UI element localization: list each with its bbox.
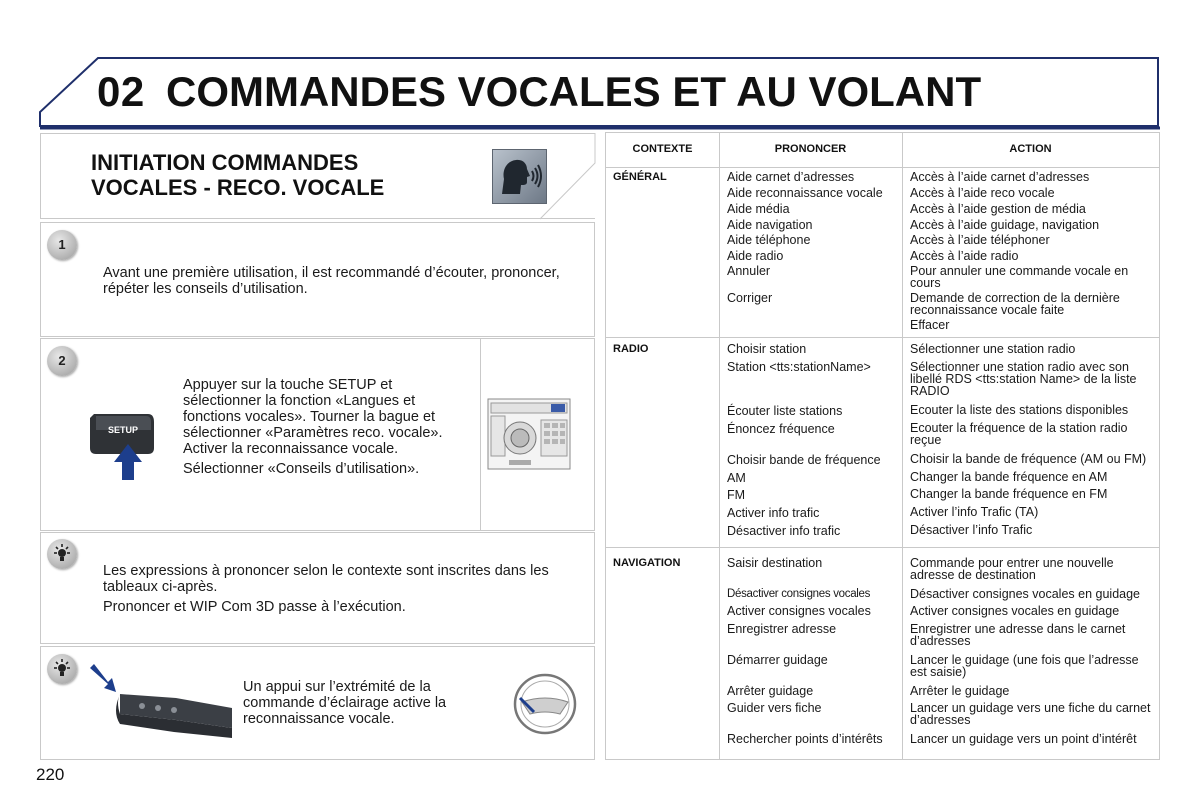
- table-cell: Aide reconnaissance vocale: [727, 186, 883, 200]
- step-1-paragraph: Avant une première utilisation, il est recommandé d’écouter, prononcer, répéter les conseils d’utilisation.: [103, 265, 560, 297]
- tip-1-paragraph-2: Prononcer et WIP Com 3D passe à l’exécution.: [103, 599, 406, 615]
- table-cell: FM: [727, 488, 746, 502]
- context-navigation: NAVIGATION: [613, 557, 681, 569]
- table-col-divider: [902, 133, 903, 759]
- table-cell: Désactiver consignes vocales en guidage: [910, 587, 1140, 601]
- table-cell: Arrêter guidage: [727, 684, 814, 698]
- voice-command-table: [605, 132, 1160, 760]
- context-general: GÉNÉRAL: [613, 171, 667, 183]
- table-cell: Écouter liste stations: [727, 404, 843, 418]
- table-cell: Aide radio: [727, 249, 784, 263]
- table-cell: Ecouter la liste des stations disponibles: [910, 403, 1129, 417]
- step-1-badge: 1: [47, 230, 77, 260]
- table-cell: Accès à l’aide gestion de média: [910, 202, 1086, 216]
- section-title: [91, 150, 384, 200]
- table-cell: Changer la bande fréquence en FM: [910, 487, 1108, 501]
- table-cell: Pour annuler une commande vocale en cours: [910, 264, 1129, 290]
- table-cell: Désactiver info trafic: [727, 524, 841, 538]
- table-cell: Demande de correction de la dernière reconnaissance vocale faite: [910, 291, 1120, 317]
- table-cell: Aide média: [727, 202, 790, 216]
- table-cell: Aide carnet d’adresses: [727, 170, 855, 184]
- radio-unit-illustration: [487, 398, 571, 470]
- table-cell: Aide téléphone: [727, 233, 811, 247]
- step-2-text: [183, 377, 458, 481]
- table-header-action: ACTION: [1009, 143, 1052, 155]
- table-cell: Énoncez fréquence: [727, 422, 835, 436]
- table-cell: Sélectionner une station radio: [910, 342, 1076, 356]
- tip-1-paragraph: Les expressions à prononcer selon le contexte sont inscrites dans les tableaux ci-après.: [103, 563, 549, 595]
- table-cell: AM: [727, 471, 746, 485]
- table-cell: Guider vers fiche: [727, 701, 822, 715]
- table-cell: Annuler: [727, 264, 771, 278]
- table-cell: Activer l’info Trafic (TA): [910, 505, 1039, 519]
- table-cell: Changer la bande fréquence en AM: [910, 470, 1108, 484]
- table-cell: Arrêter le guidage: [910, 684, 1010, 698]
- table-cell: Corriger: [727, 291, 773, 305]
- tip-1-text: [103, 563, 583, 619]
- step-1-text: [103, 265, 563, 301]
- table-cell: Commande pour entrer une nouvelle adresse de destination: [910, 556, 1114, 582]
- table-group-divider: [606, 337, 1159, 338]
- table-cell: Accès à l’aide guidage, navigation: [910, 218, 1100, 232]
- step-2-paragraph-2: Sélectionner «Conseils d’utilisation».: [183, 461, 420, 477]
- table-cell: Sélectionner une station radio avec son libellé RDS <tts:station Name> de la liste RADIO: [910, 360, 1137, 398]
- steering-wheel-icon: [512, 672, 578, 736]
- table-cell: Démarrer guidage: [727, 653, 828, 667]
- table-cell: Activer consignes vocales: [727, 604, 871, 618]
- table-cell: Accès à l’aide radio: [910, 249, 1019, 263]
- table-cell: Accès à l’aide carnet d’adresses: [910, 170, 1090, 184]
- tip-lightbulb-icon: [47, 654, 77, 684]
- chapter-title: COMMANDES VOCALES ET AU VOLANT: [166, 68, 982, 115]
- table-cell: Activer consignes vocales en guidage: [910, 604, 1120, 618]
- table-cell: Activer info trafic: [727, 506, 820, 520]
- setup-button-illustration: [88, 410, 158, 485]
- chapter-number: 02: [97, 68, 145, 115]
- section-title-line2: VOCALES - RECO. VOCALE: [91, 175, 385, 200]
- table-cell: Désactiver consignes vocales: [727, 588, 871, 600]
- table-cell: Lancer un guidage vers un point d’intérêt: [910, 732, 1137, 746]
- table-cell: Accès à l’aide reco vocale: [910, 186, 1055, 200]
- table-header-context: CONTEXTE: [632, 143, 693, 155]
- table-cell: Ecouter la fréquence de la station radio reçue: [910, 421, 1128, 447]
- tip-2-paragraph: Un appui sur l’extrémité de la commande d’éclairage active la reconnaissance vocale.: [243, 679, 447, 727]
- table-cell: Lancer le guidage (une fois que l’adresse est saisie): [910, 653, 1139, 679]
- table-cell: Aide navigation: [727, 218, 813, 232]
- table-header-divider: [606, 167, 1159, 168]
- step-2-badge: 2: [47, 346, 77, 376]
- table-cell: Enregistrer une adresse dans le carnet d’adresses: [910, 622, 1126, 648]
- table-cell: Station <tts:stationName>: [727, 360, 871, 374]
- table-group-divider: [606, 547, 1159, 548]
- tip-lightbulb-icon: [47, 539, 77, 569]
- table-cell: Désactiver l’info Trafic: [910, 523, 1033, 537]
- table-cell: Effacer: [910, 318, 950, 332]
- lighting-stalk-illustration: [86, 662, 236, 742]
- table-cell: Choisir station: [727, 342, 807, 356]
- context-radio: RADIO: [613, 343, 649, 355]
- step-2-paragraph: Appuyer sur la touche SETUP et sélectionner la fonction «Langues et fonctions vocales». Tourner la bague et sélectionner «Paramètres reco. vocale». Activer la reconnaissance vocale.: [183, 377, 443, 457]
- table-cell: Choisir bande de fréquence: [727, 453, 881, 467]
- setup-button-label: SETUP: [108, 425, 139, 435]
- voice-speaking-head-icon: [492, 149, 547, 204]
- tip-2-text: [243, 679, 488, 731]
- table-cell: Saisir destination: [727, 556, 823, 570]
- section-box-corner: [540, 133, 596, 220]
- step-2-divider: [480, 338, 481, 531]
- page-number: 220: [36, 765, 65, 784]
- table-header-pronounce: PRONONCER: [774, 143, 847, 155]
- table-cell: Enregistrer adresse: [727, 622, 837, 636]
- table-col-divider: [719, 133, 720, 759]
- table-cell: Lancer un guidage vers une fiche du carnet d’adresses: [910, 701, 1151, 727]
- table-cell: Accès à l’aide téléphoner: [910, 233, 1050, 247]
- table-cell: Choisir la bande de fréquence (AM ou FM): [910, 452, 1147, 466]
- table-cell: Rechercher points d’intérêts: [727, 732, 883, 746]
- section-title-line1: INITIATION COMMANDES: [91, 150, 359, 175]
